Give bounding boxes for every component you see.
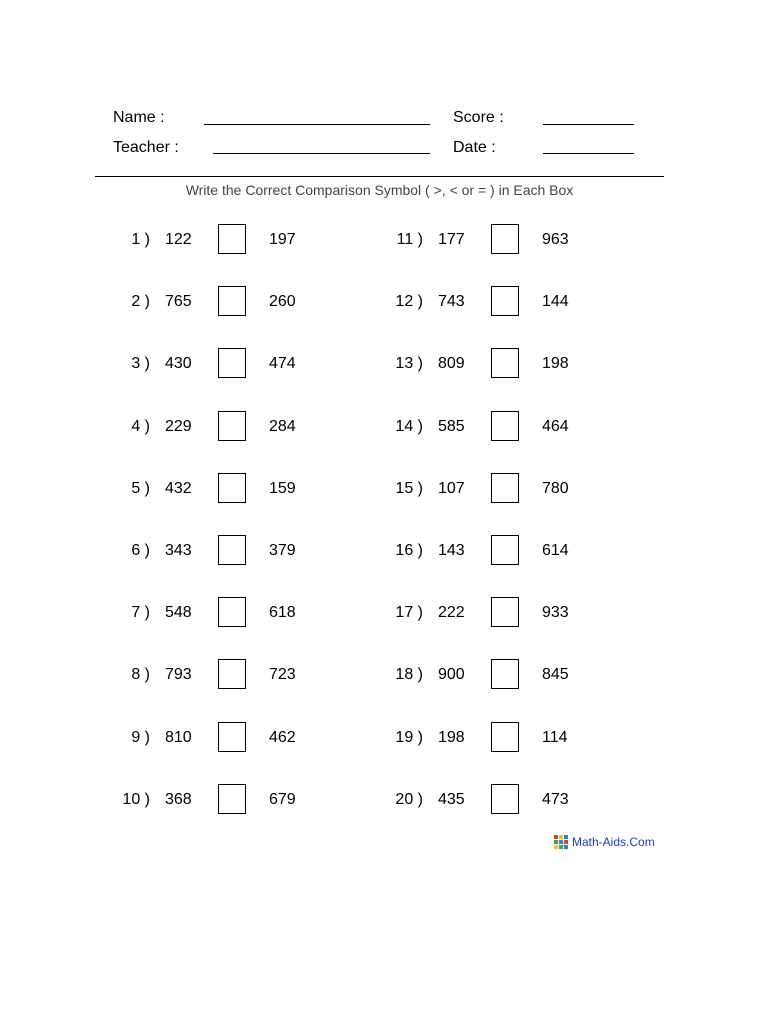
answer-box[interactable] xyxy=(218,286,246,316)
right-value: 462 xyxy=(269,729,296,746)
right-value: 780 xyxy=(542,480,569,497)
right-value: 284 xyxy=(269,418,296,435)
problem-number: 12 ) xyxy=(395,293,423,310)
logo-square xyxy=(559,840,563,844)
answer-box[interactable] xyxy=(491,411,519,441)
name-label: Name : xyxy=(113,109,165,126)
problem-number: 6 ) xyxy=(131,542,150,559)
right-value: 845 xyxy=(542,666,569,683)
problem-number: 1 ) xyxy=(131,231,150,248)
problem-number: 15 ) xyxy=(395,480,423,497)
left-value: 809 xyxy=(438,355,465,372)
left-value: 548 xyxy=(165,604,192,621)
answer-box[interactable] xyxy=(218,224,246,254)
left-value: 585 xyxy=(438,418,465,435)
teacher-label: Teacher : xyxy=(113,139,179,156)
left-value: 198 xyxy=(438,729,465,746)
answer-box[interactable] xyxy=(218,659,246,689)
instructions: Write the Correct Comparison Symbol ( >, < or = ) in Each Box xyxy=(185,182,574,198)
problem-number: 13 ) xyxy=(395,355,423,372)
right-value: 159 xyxy=(269,480,296,497)
problem-row xyxy=(110,659,310,691)
teacher-field-line[interactable] xyxy=(213,153,430,154)
answer-box[interactable] xyxy=(491,348,519,378)
problem-row xyxy=(383,659,583,691)
right-value: 473 xyxy=(542,791,569,808)
answer-box[interactable] xyxy=(491,722,519,752)
problem-row xyxy=(383,224,583,256)
right-value: 723 xyxy=(269,666,296,683)
left-value: 793 xyxy=(165,666,192,683)
logo-square xyxy=(554,835,558,839)
left-value: 122 xyxy=(165,231,192,248)
problem-row xyxy=(383,722,583,754)
name-field-line[interactable] xyxy=(204,124,430,125)
answer-box[interactable] xyxy=(218,722,246,752)
problem-row xyxy=(383,784,583,816)
answer-box[interactable] xyxy=(218,784,246,814)
footer-brand xyxy=(554,835,655,849)
problem-row xyxy=(383,411,583,443)
left-value: 107 xyxy=(438,480,465,497)
logo-square xyxy=(559,845,563,849)
answer-box[interactable] xyxy=(491,659,519,689)
problem-row xyxy=(110,224,310,256)
right-value: 464 xyxy=(542,418,569,435)
left-value: 430 xyxy=(165,355,192,372)
score-label: Score : xyxy=(453,109,504,126)
answer-box[interactable] xyxy=(491,224,519,254)
problem-number: 19 ) xyxy=(395,729,423,746)
problem-row xyxy=(110,535,310,567)
answer-box[interactable] xyxy=(491,784,519,814)
problem-number: 16 ) xyxy=(395,542,423,559)
problem-row xyxy=(110,286,310,318)
date-field-line[interactable] xyxy=(543,153,634,154)
problem-row xyxy=(110,722,310,754)
answer-box[interactable] xyxy=(218,535,246,565)
right-value: 144 xyxy=(542,293,569,310)
score-field-line[interactable] xyxy=(543,124,634,125)
right-value: 679 xyxy=(269,791,296,808)
problem-row xyxy=(383,286,583,318)
problem-row xyxy=(383,348,583,380)
left-value: 177 xyxy=(438,231,465,248)
left-value: 222 xyxy=(438,604,465,621)
problem-row xyxy=(383,535,583,567)
problem-number: 4 ) xyxy=(131,418,150,435)
header-divider xyxy=(95,176,664,177)
left-value: 229 xyxy=(165,418,192,435)
left-value: 743 xyxy=(438,293,465,310)
problem-number: 7 ) xyxy=(131,604,150,621)
answer-box[interactable] xyxy=(218,348,246,378)
problem-number: 11 ) xyxy=(396,231,423,248)
problem-row xyxy=(110,597,310,629)
right-value: 614 xyxy=(542,542,569,559)
problem-number: 3 ) xyxy=(131,355,150,372)
right-value: 260 xyxy=(269,293,296,310)
problem-row xyxy=(110,784,310,816)
problem-number: 2 ) xyxy=(131,293,150,310)
problem-row xyxy=(383,597,583,629)
logo-square xyxy=(554,840,558,844)
left-value: 432 xyxy=(165,480,192,497)
right-value: 197 xyxy=(269,231,296,248)
right-value: 114 xyxy=(542,729,568,746)
problem-row xyxy=(110,348,310,380)
left-value: 368 xyxy=(165,791,192,808)
logo-square xyxy=(559,835,563,839)
answer-box[interactable] xyxy=(218,473,246,503)
problem-number: 17 ) xyxy=(395,604,423,621)
right-value: 379 xyxy=(269,542,296,559)
problem-number: 14 ) xyxy=(395,418,423,435)
right-value: 198 xyxy=(542,355,569,372)
problem-number: 10 ) xyxy=(122,791,150,808)
problem-number: 20 ) xyxy=(395,791,423,808)
problem-row xyxy=(110,411,310,443)
brand-text: Math-Aids.Com xyxy=(572,835,655,849)
problem-number: 9 ) xyxy=(131,729,150,746)
problem-row xyxy=(383,473,583,505)
left-value: 143 xyxy=(438,542,465,559)
problem-number: 8 ) xyxy=(131,666,150,683)
right-value: 474 xyxy=(269,355,296,372)
logo-square xyxy=(564,840,568,844)
problem-number: 5 ) xyxy=(131,480,150,497)
answer-box[interactable] xyxy=(491,535,519,565)
answer-box[interactable] xyxy=(491,286,519,316)
left-value: 343 xyxy=(165,542,192,559)
logo-square xyxy=(554,845,558,849)
logo-square xyxy=(564,845,568,849)
problem-row xyxy=(110,473,310,505)
right-value: 963 xyxy=(542,231,569,248)
left-value: 900 xyxy=(438,666,465,683)
left-value: 435 xyxy=(438,791,465,808)
right-value: 933 xyxy=(542,604,569,621)
answer-box[interactable] xyxy=(218,597,246,627)
math-aids-logo-icon xyxy=(554,835,568,849)
left-value: 765 xyxy=(165,293,192,310)
answer-box[interactable] xyxy=(491,597,519,627)
right-value: 618 xyxy=(269,604,296,621)
logo-square xyxy=(564,835,568,839)
answer-box[interactable] xyxy=(218,411,246,441)
problem-number: 18 ) xyxy=(395,666,423,683)
left-value: 810 xyxy=(165,729,192,746)
date-label: Date : xyxy=(453,139,496,156)
answer-box[interactable] xyxy=(491,473,519,503)
